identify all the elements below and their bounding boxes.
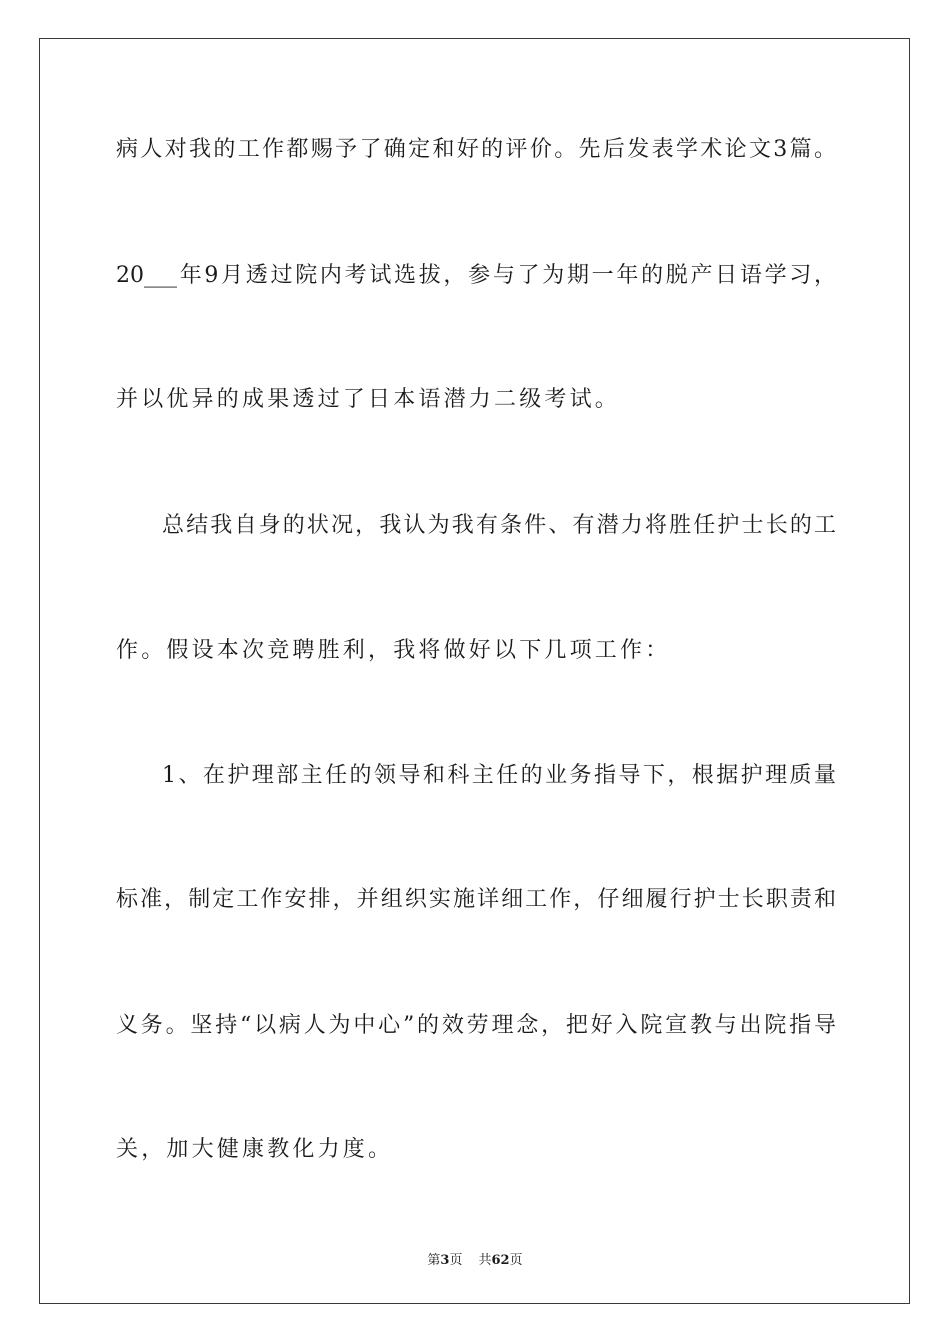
page-footer xyxy=(0,1249,950,1268)
paragraph-line-6: 1、在护理部主任的领导和科主任的业务指导下，根据护理质量 xyxy=(162,763,836,788)
paragraph-line-1: 病人对我的工作都赐予了确定和好的评价。先后发表学术论文3篇。 xyxy=(116,137,836,162)
paragraph-line-5: 作。假设本次竞聘胜利，我将做好以下几项工作： xyxy=(116,638,671,663)
footer-page-current: 3 xyxy=(440,1253,450,1268)
page-border xyxy=(39,38,910,1304)
footer-page-total: 62 xyxy=(491,1253,510,1268)
paragraph-line-8: 义务。坚持“以病人为中心”的效劳理念，把好入院宣教与出院指导 xyxy=(116,1013,836,1038)
paragraph-line-7: 标准，制定工作安排，并组织实施详细工作，仔细履行护士长职责和 xyxy=(116,887,836,912)
paragraph-line-2: 20___年9月透过院内考试选拔，参与了为期一年的脱产日语学习， xyxy=(116,263,836,288)
footer-total-suffix: 页 xyxy=(509,1253,523,1268)
paragraph-line-3: 并以优异的成果透过了日本语潜力二级考试。 xyxy=(116,387,621,412)
footer-total-prefix: 共 xyxy=(478,1253,492,1268)
paragraph-line-4: 总结我自身的状况，我认为我有条件、有潜力将胜任护士长的工 xyxy=(162,513,836,538)
footer-page-suffix: 页 xyxy=(449,1253,463,1268)
footer-page-prefix: 第 xyxy=(427,1253,441,1268)
paragraph-line-9: 关，加大健康教化力度。 xyxy=(116,1137,394,1162)
